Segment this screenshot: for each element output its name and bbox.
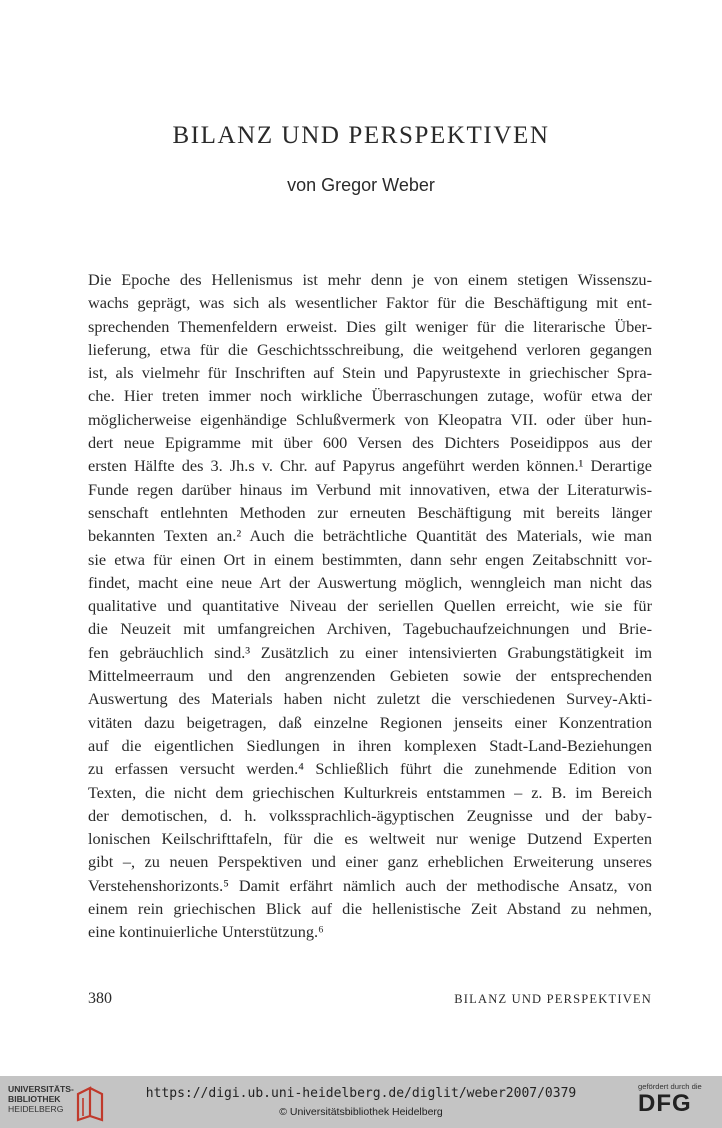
library-name-line: UNIVERSITÄTS- — [8, 1084, 74, 1094]
text-line: lieferung, etwa für die Geschichtsschreibung, die weitgehend verloren gegangen — [88, 339, 652, 359]
text-line: zu erfassen versucht werden.⁴ Schließlich führt die zunehmende Edition von — [88, 759, 652, 779]
text-line: eine kontinuierliche Unterstützung.⁶ — [88, 922, 324, 942]
text-line: gibt –, zu neuen Perspektiven und einer ganz erheblichen Erweiterung unseres — [88, 852, 652, 872]
text-line: Funde regen darüber hinaus im Verbund mit innovativen, etwa der Literaturwis- — [88, 479, 652, 499]
page-title: BILANZ UND PERSPEKTIVEN — [172, 122, 550, 149]
text-line: lonischen Keilschrifttafeln, für die es weltweit nur wenige Dutzend Experten — [88, 829, 652, 849]
text-line: senschaft entlehnten Methoden zur erneuten Beschäftigung mit bereits länger — [88, 502, 652, 522]
author-line: von Gregor Weber — [287, 175, 435, 195]
text-line: der demotischen, d. h. volkssprachlich-ägyptischen Zeugnisse und der baby- — [88, 805, 652, 825]
text-line: bekannten Texten an.² Auch die beträchtliche Quantität des Materials, wie man — [88, 526, 652, 546]
text-line: Verstehenshorizonts.⁵ Damit erfährt nämlich auch der methodische Ansatz, von — [88, 875, 652, 895]
text-line: wachs geprägt, was sich als wesentlicher Faktor für die Beschäftigung mit ent- — [88, 293, 652, 313]
text-line: auf die eigentlichen Siedlungen in ihren komplexen Stadt-Land-Beziehungen — [88, 735, 652, 755]
text-line: fen gebräuchlich sind.³ Zusätzlich zu einer intensivierten Grabungstätigkeit im — [88, 642, 652, 662]
text-line: che. Hier treten immer noch wirkliche Überraschungen zutage, wofür etwa der — [88, 386, 652, 406]
text-line: qualitative und quantitative Niveau der seriellen Quellen erreicht, wie sie für — [88, 596, 652, 616]
text-line: Auswertung des Materials haben nicht zuletzt die verschiedenen Survey-Akti- — [88, 689, 652, 709]
text-line: vitäten dazu beigetragen, daß einzelne Regionen jenseits einer Konzentration — [88, 712, 652, 732]
page-number: 380 — [88, 990, 112, 1007]
text-line: die Neuzeit mit umfangreichen Archiven, Tagebuchaufzeichnungen und Brie- — [88, 619, 652, 639]
text-line: ersten Hälfte des 3. Jh.s v. Chr. auf Papyrus angeführt werden können.¹ Derartige — [88, 456, 652, 476]
funder-logo-text: DFG — [638, 1090, 692, 1117]
permalink-url[interactable]: https://digi.ub.uni-heidelberg.de/diglit/weber2007/0379 — [145, 1086, 577, 1101]
viewer-bottom-bar — [0, 1076, 722, 1128]
text-line: ist, als vielmehr für Inschriften auf Stein und Papyrustexte in griechischer Spra- — [88, 363, 652, 383]
text-line: Mittelmeerraum und den angrenzenden Gebieten sowie der entsprechenden — [88, 666, 652, 686]
library-name-line: BIBLIOTHEK — [8, 1094, 61, 1104]
body-text — [88, 268, 652, 944]
text-line: einem rein griechischen Blick auf die hellenistische Zeit Abstand zu nehmen, — [88, 899, 652, 919]
running-head: BILANZ UND PERSPEKTIVEN — [454, 992, 652, 1006]
text-line: möglicherweise eigenhändige Schlußvermerk von Kleopatra VII. oder über hun- — [88, 409, 652, 429]
copyright-notice: © Universitätsbibliothek Heidelberg — [279, 1106, 443, 1118]
text-line: dert neue Epigramme mit über 600 Versen des Dichters Poseidippos aus der — [88, 433, 652, 453]
dfg-logo[interactable] — [638, 1082, 708, 1124]
text-line: sprechenden Themenfeldern erweist. Dies gilt weniger für die literarische Über- — [88, 316, 652, 336]
text-line: Texten, die nicht dem griechischen Kulturkreis entstammen – z. B. im Bereich — [88, 782, 652, 802]
text-line: findet, macht eine neue Art der Auswertung möglich, wenngleich man nicht das — [88, 572, 652, 592]
text-line: sie etwa für einen Ort in einem bestimmten, dann sehr engen Zeitabschnitt vor- — [88, 549, 652, 569]
text-line: Die Epoche des Hellenismus ist mehr denn je von einem stetigen Wissenszu- — [88, 270, 652, 289]
funder-note: gefördert durch die — [638, 1082, 702, 1091]
library-name-line: HEIDELBERG — [8, 1104, 64, 1114]
